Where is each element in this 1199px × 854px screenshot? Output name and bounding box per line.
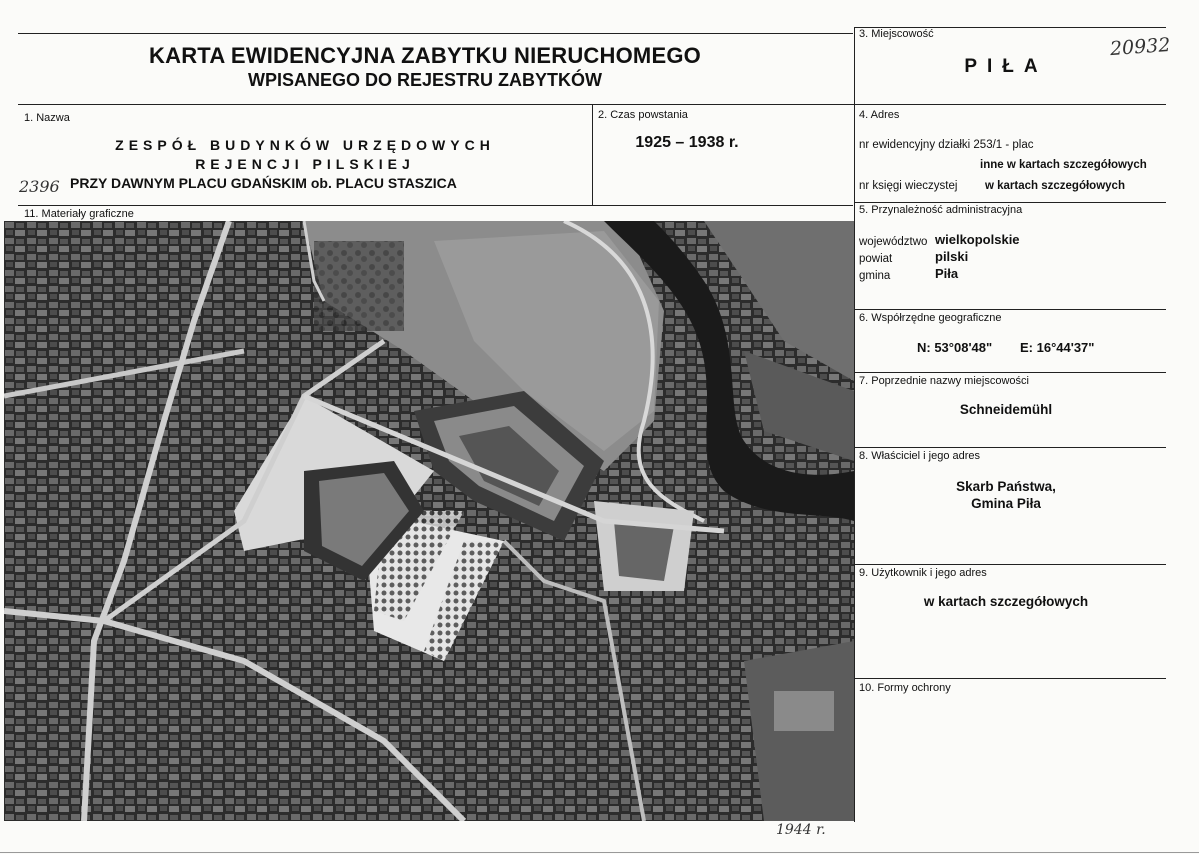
coordinate-east: E: 16°44'37" [1020, 340, 1095, 355]
address-other: inne w kartach szczegółowych [980, 159, 1147, 171]
name-line-1: ZESPÓŁ BUDYNKÓW URZĘDOWYCH [115, 137, 495, 153]
user-bottom-rule [854, 678, 1166, 679]
card-subtitle: WPISANEGO DO REJESTRU ZABYTKÓW [247, 70, 602, 90]
field-label-name: 1. Nazwa [24, 112, 70, 124]
field-label-graphics: 11. Materiały graficzne [24, 208, 134, 220]
name-line-2: REJENCJI PILSKIEJ [195, 156, 415, 172]
coords-bottom-rule [854, 372, 1166, 373]
admin-voivodeship-value: wielkopolskie [935, 232, 1020, 247]
top-rule [18, 33, 853, 34]
admin-commune-value: Piła [935, 266, 959, 281]
admin-voivodeship-label: województwo [859, 236, 928, 248]
date-value: 1925 – 1938 r. [635, 134, 739, 151]
locality-value: PIŁA [964, 56, 1048, 77]
prev-names-bottom-rule [854, 447, 1166, 448]
user-value: w kartach szczegółowych [923, 594, 1089, 609]
handwritten-photo-year: 1944 r. [776, 822, 826, 838]
date-column-divider [592, 104, 593, 205]
admin-commune-label: gmina [859, 270, 891, 282]
admin-county-label: powiat [859, 253, 893, 265]
card-title: KARTA EWIDENCYJNA ZABYTKU NIERUCHOMEGO [149, 43, 701, 68]
aerial-photo-drawing [4, 221, 854, 821]
field-label-coordinates: 6. Współrzędne geograficzne [859, 312, 1002, 324]
address-parcel: nr ewidencyjny działki 253/1 - plac [859, 139, 1034, 151]
admin-county-value: pilski [935, 249, 969, 264]
coordinate-north: N: 53°08'48" [917, 340, 993, 355]
previous-name-value: Schneidemühl [959, 402, 1053, 417]
owner-line-2: Gmina Piła [971, 496, 1041, 511]
right-column-divider [854, 27, 855, 822]
address-land-register-label: nr księgi wieczystej [859, 180, 958, 192]
address-land-register-value: w kartach szczegółowych [985, 180, 1125, 192]
admin-bottom-rule [854, 309, 1166, 310]
field-label-address: 4. Adres [859, 109, 900, 121]
field-label-previous-names: 7. Poprzednie nazwy miejscowości [859, 375, 1029, 387]
field-label-owner: 8. Właściciel i jego adres [859, 450, 981, 462]
field-label-user: 9. Użytkownik i jego adres [859, 567, 987, 579]
field-label-locality: 3. Miejscowość [859, 28, 934, 40]
field-label-protection: 10. Formy ochrony [859, 682, 951, 694]
owner-bottom-rule [854, 564, 1166, 565]
name-line-3: PRZY DAWNYM PLACU GDAŃSKIM ob. PLACU STASZICA [70, 175, 457, 191]
owner-line-1: Skarb Państwa, [956, 479, 1056, 494]
handwritten-side-number: 2396 [19, 177, 60, 196]
aerial-photo [4, 221, 854, 821]
page-bottom-edge [0, 852, 1199, 853]
handwritten-card-number: 20932 [1109, 33, 1172, 61]
name-bottom-rule [18, 205, 853, 206]
address-bottom-rule [854, 202, 1166, 203]
field-label-admin: 5. Przynależność administracyjna [859, 204, 1023, 216]
field-label-date: 2. Czas powstania [598, 109, 688, 121]
